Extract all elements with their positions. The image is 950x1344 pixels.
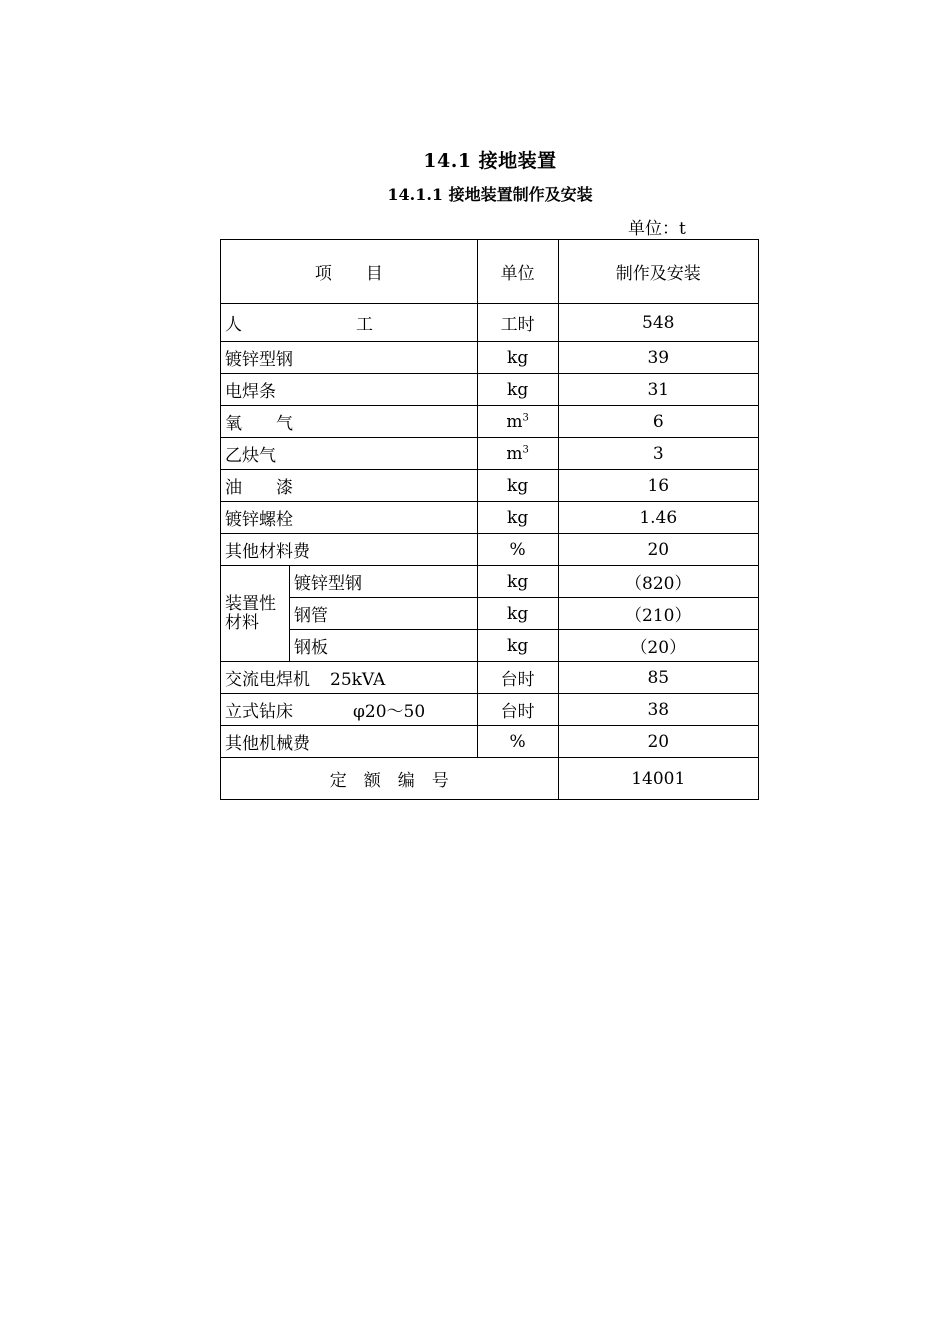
- row-value: 38: [558, 694, 758, 726]
- header-item: 项 目: [221, 240, 478, 304]
- row-unit: kg: [477, 374, 558, 406]
- row-unit: %: [477, 726, 558, 758]
- table-row: [221, 374, 759, 406]
- row-value: 31: [558, 374, 758, 406]
- row-value: 548: [558, 304, 758, 342]
- row-value: 16: [558, 470, 758, 502]
- row-unit: %: [477, 534, 558, 566]
- group-label-line2: 材料: [225, 612, 259, 633]
- quota-table: [220, 239, 759, 800]
- header-unit: 单位: [477, 240, 558, 304]
- row-unit: [477, 438, 558, 470]
- row-name: 电焊条: [221, 374, 478, 406]
- table-row: [221, 304, 759, 342]
- section-title: 14.1 接地装置: [423, 150, 557, 172]
- row-unit: 台时: [477, 694, 558, 726]
- header-value: 制作及安装: [558, 240, 758, 304]
- table-row: [221, 470, 759, 502]
- row-name: [221, 304, 478, 342]
- table-row: [221, 630, 759, 662]
- table-row: [221, 406, 759, 438]
- row-name: 油 漆: [221, 470, 478, 502]
- row-unit: kg: [477, 598, 558, 630]
- table-row: [221, 534, 759, 566]
- table-row: [221, 342, 759, 374]
- table-row: [221, 502, 759, 534]
- row-name: [221, 662, 478, 694]
- row-unit: kg: [477, 342, 558, 374]
- table-row: [221, 598, 759, 630]
- row-value: （20）: [558, 630, 758, 662]
- table-footer-row: [221, 758, 759, 800]
- row-value: （820）: [558, 566, 758, 598]
- row-unit: [477, 406, 558, 438]
- row-unit: 台时: [477, 662, 558, 694]
- row-value: 6: [558, 406, 758, 438]
- row-name: 乙炔气: [221, 438, 478, 470]
- table-row: [221, 694, 759, 726]
- unit-base: m: [506, 411, 523, 432]
- row-value: 85: [558, 662, 758, 694]
- row-value: 3: [558, 438, 758, 470]
- table-row: [221, 438, 759, 470]
- machine-name: 立式钻床: [225, 702, 293, 722]
- row-unit: kg: [477, 630, 558, 662]
- row-name-right: 工: [356, 315, 373, 335]
- machine-spec: φ20～50: [353, 702, 426, 722]
- row-value: （210）: [558, 598, 758, 630]
- group-label-line1: 装置性: [225, 593, 276, 614]
- row-value: 39: [558, 342, 758, 374]
- row-name: [221, 694, 478, 726]
- row-unit: kg: [477, 502, 558, 534]
- machine-spec: 25kVA: [330, 670, 386, 690]
- row-value: 1.46: [558, 502, 758, 534]
- unit-superscript: 3: [522, 411, 529, 423]
- table-row: [221, 566, 759, 598]
- table-row: [221, 726, 759, 758]
- row-name: 其他材料费: [221, 534, 478, 566]
- row-value: 20: [558, 726, 758, 758]
- device-material-group-label: [221, 566, 290, 662]
- row-name: 其他机械费: [221, 726, 478, 758]
- quota-number-value: 14001: [558, 758, 758, 800]
- table-header-row: [221, 240, 759, 304]
- row-name: 镀锌型钢: [289, 566, 477, 598]
- subsection-title: 14.1.1 接地装置制作及安装: [387, 185, 593, 204]
- row-name: 钢管: [289, 598, 477, 630]
- row-name: 钢板: [289, 630, 477, 662]
- row-unit: kg: [477, 566, 558, 598]
- unit-note: 单位：t: [628, 219, 686, 239]
- quota-number-label: 定 额 编 号: [221, 758, 559, 800]
- table-row: [221, 662, 759, 694]
- unit-superscript: 3: [522, 443, 529, 455]
- row-unit: kg: [477, 470, 558, 502]
- row-unit: 工时: [477, 304, 558, 342]
- row-name: 氧 气: [221, 406, 478, 438]
- row-value: 20: [558, 534, 758, 566]
- row-name-left: 人: [225, 315, 242, 335]
- machine-name: 交流电焊机: [225, 670, 310, 690]
- unit-base: m: [506, 443, 523, 464]
- row-name: 镀锌螺栓: [221, 502, 478, 534]
- row-name: 镀锌型钢: [221, 342, 478, 374]
